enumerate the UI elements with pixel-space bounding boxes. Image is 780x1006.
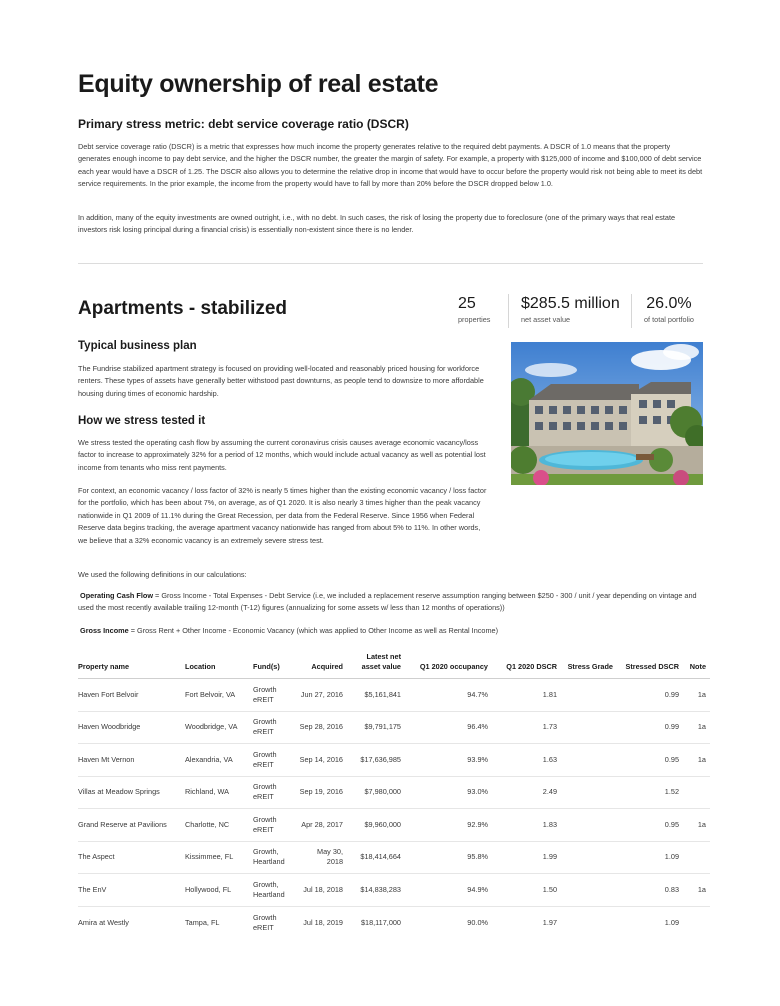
cell-acquired: Apr 28, 2017 — [299, 809, 347, 842]
cell-location: Woodbridge, VA — [185, 711, 253, 744]
section-heading: Apartments - stabilized — [78, 298, 288, 319]
cell-net-asset-value: $7,980,000 — [347, 776, 405, 809]
table-header-row — [78, 652, 710, 679]
cell-property-name: Haven Mt Vernon — [78, 744, 185, 777]
stat-label: net asset value — [521, 315, 571, 324]
table-row — [78, 874, 710, 907]
cell-dscr: 1.83 — [492, 809, 561, 842]
cell-location: Richland, WA — [185, 776, 253, 809]
cell-occupancy: 93.0% — [405, 776, 492, 809]
cell-note: 1a — [683, 874, 710, 907]
page-title: Equity ownership of real estate — [78, 70, 439, 98]
cell-net-asset-value: $18,117,000 — [360, 917, 401, 927]
cell-note — [683, 776, 710, 809]
stat-value: 25 — [458, 295, 476, 312]
cell-net-asset-value: $18,414,664 — [347, 841, 405, 874]
cell-stressed-dscr: 0.99 — [617, 711, 683, 744]
cell-stressed-dscr: 1.09 — [664, 917, 679, 927]
cell-stressed-dscr: 0.95 — [617, 744, 683, 777]
cell-note: 1a — [683, 711, 710, 744]
definition-text: = Gross Rent + Other Income - Economic Vacancy (which was applied to Other Income as well as Rental Income) — [128, 626, 499, 635]
cell-net-asset-value: $17,636,985 — [347, 744, 405, 777]
table-row — [78, 906, 710, 939]
cell-occupancy: 94.9% — [405, 874, 492, 907]
definition-text: = Gross Income - Total Expenses - Debt Service (i.e, we included a replacement reserve assumption ranging between $250 - 300 / unit / year depending on vintage and used the most recently available trailing 12-month (T-12) figures (annualizing for some assets w/ less than 12 months of operations)) — [78, 591, 697, 613]
cell-property-name: Villas at Meadow Springs — [78, 776, 185, 809]
cell-note: 1a — [683, 744, 710, 777]
definitions-intro: We used the following definitions in our calculations: — [78, 570, 247, 579]
table-row — [78, 744, 710, 777]
stat-value: $285.5 million — [521, 295, 620, 312]
col-header-note: Note — [683, 652, 710, 679]
cell-location: Kissimmee, FL — [185, 841, 253, 874]
col-header-location: Location — [185, 652, 253, 679]
stat-portfolio-share — [631, 294, 694, 328]
cell-acquired: Sep 14, 2016 — [299, 744, 347, 777]
property-table — [78, 652, 710, 939]
stat-label: of total portfolio — [644, 315, 694, 324]
col-header-stress-grade: Stress Grade — [561, 652, 617, 679]
cell-net-asset-value: $5,161,841 — [347, 679, 405, 712]
cell-funds: Growth eREIT — [253, 711, 299, 744]
cell-occupancy: 94.7% — [405, 679, 492, 712]
cell-stress-grade — [561, 744, 617, 777]
cell-stressed-dscr: 0.83 — [617, 874, 683, 907]
cell-stressed-dscr: 0.99 — [617, 679, 683, 712]
cell-stress-grade — [561, 809, 617, 842]
dscr-paragraph: Debt service coverage ratio (DSCR) is a metric that expresses how much income the property generates relative to the required debt payments. A DSCR of 1.0 means that the property generates enough income to pay debt service, and the higher the DSCR number, the greater the margin of safety. For example, a property with $125,000 of income and $100,000 of debt service each year would have a DSCR of 1.25. The DSCR also allows you to determine the relative drop in income that would have to occur before the property would risk not being able to meet its debt service requirements. In the prior example, the income from the property would have to fall by more than 20% before the DSCR dropped below 1.0. — [78, 142, 703, 189]
cell-note: 1a — [683, 809, 710, 842]
section-subtitle: Primary stress metric: debt service coverage ratio (DSCR) — [78, 117, 409, 131]
table-row — [78, 776, 710, 809]
cell-acquired: Sep 19, 2016 — [299, 776, 347, 809]
table-row — [78, 679, 710, 712]
cell-funds: Growth eREIT — [253, 776, 299, 809]
stat-properties — [458, 294, 490, 328]
cell-note — [683, 841, 710, 874]
cell-dscr: 1.99 — [492, 841, 561, 874]
table-row — [78, 809, 710, 842]
apartment-photo — [511, 342, 703, 485]
definition-gross-income — [78, 625, 708, 637]
cell-stress-grade — [561, 679, 617, 712]
cell-acquired: Jun 27, 2016 — [299, 679, 347, 712]
cell-stressed-dscr: 1.09 — [617, 841, 683, 874]
cell-dscr: 2.49 — [492, 776, 561, 809]
cell-occupancy: 93.9% — [405, 744, 492, 777]
cell-funds: Growth eREIT — [253, 679, 299, 712]
cell-dscr: 1.63 — [492, 744, 561, 777]
stress-test-text-2: For context, an economic vacancy / loss factor of 32% is nearly 5 times higher than the existing economic vacancy / loss factor for the portfolio, which has been about 7%, on average, as of Q1 2020. It is also nearly 3 times higher than the peak vacancy nationwide in Q1 2009 of 11.1% during the Great Recession, per data from the Federal Reserve. Since 1956 when Federal Reserve data begins tracking, the average apartment vacancy nationwide has ranged from about 5% to 11%. In other words, we believe that a 32% economic vacancy is an extremely severe stress test. — [78, 486, 487, 545]
cell-location: Fort Belvoir, VA — [185, 679, 253, 712]
cell-acquired: Jul 18, 2018 — [299, 874, 347, 907]
table-row — [78, 711, 710, 744]
cell-dscr: 1.81 — [492, 679, 561, 712]
cell-occupancy: 95.8% — [405, 841, 492, 874]
definition-term: Operating Cash Flow — [80, 591, 154, 600]
cell-acquired: May 30, 2018 — [299, 841, 347, 874]
cell-net-asset-value: $9,960,000 — [347, 809, 405, 842]
no-debt-paragraph: In addition, many of the equity investments are owned outright, i.e., with no debt. In such cases, the risk of losing the property due to foreclosure (one of the primary ways that real estate investors risk losing principal during a financial crisis) is essentially non-existent since there is no lender. — [78, 213, 676, 235]
definition-term: Gross Income — [80, 626, 129, 635]
cell-stress-grade — [561, 841, 617, 874]
business-plan-heading: Typical business plan — [78, 340, 197, 352]
section-divider — [78, 263, 703, 264]
cell-property-name: Amira at Westly — [78, 917, 129, 927]
cell-property-name: Haven Fort Belvoir — [78, 679, 185, 712]
cell-funds: Growth, Heartland — [253, 841, 299, 874]
cell-dscr: 1.73 — [492, 711, 561, 744]
stat-value: 26.0% — [646, 295, 692, 312]
cell-stress-grade — [561, 776, 617, 809]
col-header-occupancy: Q1 2020 occupancy — [405, 652, 492, 679]
stress-test-heading: How we stress tested it — [78, 415, 206, 427]
cell-location: Tampa, FL — [185, 917, 220, 927]
cell-acquired: Jul 18, 2019 — [303, 917, 343, 927]
cell-stressed-dscr: 0.95 — [617, 809, 683, 842]
apartment-photo-illustration — [511, 342, 703, 485]
table-row — [78, 841, 710, 874]
cell-location: Alexandria, VA — [185, 744, 253, 777]
cell-occupancy: 96.4% — [405, 711, 492, 744]
cell-funds: Growth eREIT — [253, 912, 277, 932]
cell-property-name: Haven Woodbridge — [78, 711, 185, 744]
business-plan-text: The Fundrise stabilized apartment strategy is focused on providing well-located and reasonably priced housing for workforce renters. These types of assets have generally better withstood past downturns, as people tend to downsize to more affordable housing during times of economic hardship. — [78, 364, 484, 398]
col-header-dscr: Q1 2020 DSCR — [492, 652, 561, 679]
cell-note: 1a — [683, 679, 710, 712]
cell-note — [683, 906, 710, 939]
col-header-property-name: Property name — [78, 652, 185, 679]
cell-property-name: The EnV — [78, 874, 185, 907]
cell-funds: Growth eREIT — [253, 744, 299, 777]
cell-dscr: 1.97 — [542, 917, 557, 927]
definition-operating-cash-flow — [78, 590, 708, 615]
col-header-stressed-dscr: Stressed DSCR — [617, 652, 683, 679]
col-header-net-asset-value: Latest net asset value — [347, 652, 405, 679]
stat-net-asset-value — [508, 294, 620, 328]
cell-location: Charlotte, NC — [185, 809, 253, 842]
cell-stress-grade — [561, 874, 617, 907]
cell-net-asset-value: $9,791,175 — [347, 711, 405, 744]
cell-funds: Growth, Heartland — [253, 874, 299, 907]
cell-acquired: Sep 28, 2016 — [299, 711, 347, 744]
cell-stress-grade — [561, 711, 617, 744]
col-header-funds: Fund(s) — [253, 652, 299, 679]
stress-test-text-1: We stress tested the operating cash flow by assuming the current coronavirus crisis causes average economic vacancy/loss factor to increase to approximately 32% for a period of 12 months, which would include actual vacancy as well as potential lost income from tenants who miss rent payments. — [78, 438, 486, 472]
cell-funds: Growth eREIT — [253, 809, 299, 842]
cell-occupancy: 92.9% — [405, 809, 492, 842]
cell-property-name: Grand Reserve at Pavilions — [78, 809, 185, 842]
cell-net-asset-value: $14,838,283 — [347, 874, 405, 907]
cell-stress-grade — [561, 906, 617, 939]
col-header-acquired: Acquired — [299, 652, 347, 679]
stat-label: properties — [458, 315, 491, 324]
cell-stressed-dscr: 1.52 — [617, 776, 683, 809]
cell-location: Hollywood, FL — [185, 874, 253, 907]
cell-property-name: The Aspect — [78, 841, 185, 874]
cell-dscr: 1.50 — [492, 874, 561, 907]
cell-occupancy: 90.0% — [467, 917, 488, 927]
